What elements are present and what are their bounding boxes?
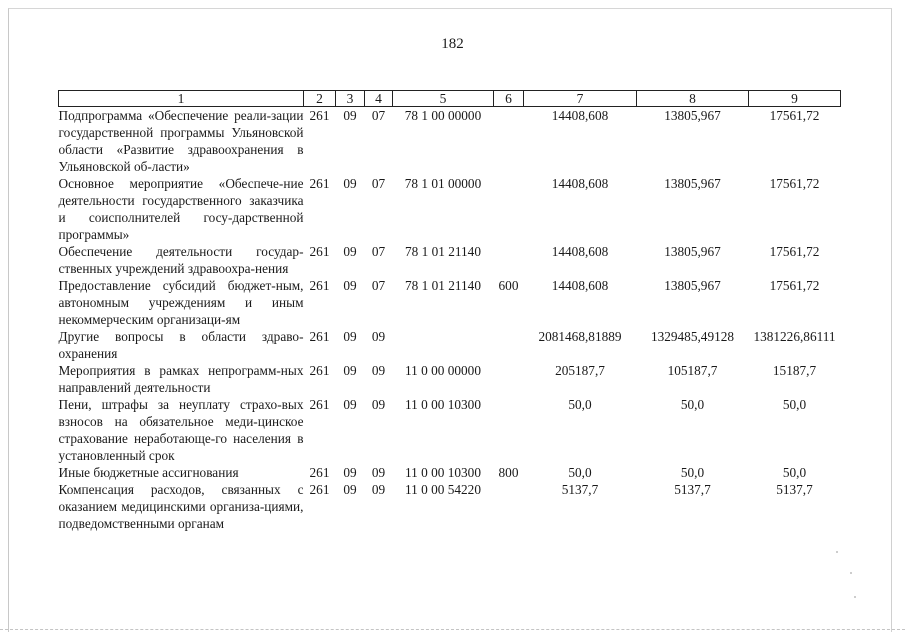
row-section-code: 09 (343, 397, 357, 412)
header-col-4: 4 (365, 91, 393, 107)
row-section-code: 09 (343, 329, 357, 344)
row-subsection-code: 07 (371, 176, 386, 191)
row-target-article: 11 0 00 10300 (405, 397, 481, 412)
header-row (59, 91, 841, 107)
row-amount-col-8: 105187,7 (667, 363, 718, 378)
row-section-code: 09 (343, 482, 357, 497)
header-col-8: 8 (637, 91, 749, 107)
table-row (59, 481, 841, 532)
scan-speck (854, 596, 856, 598)
row-target-article: 11 0 00 00000 (405, 363, 481, 378)
row-name: Иные бюджетные ассигнования (58, 465, 239, 480)
row-amount-col-8: 13805,967 (664, 108, 721, 123)
row-amount-col-7: 50,0 (568, 397, 592, 412)
row-name: Подпрограмма «Обеспечение реали-зации государственной программы Ульяновской области «Развитие здравоохранения в Ульяновской об-ласти» (58, 108, 304, 174)
budget-table (58, 90, 841, 532)
row-section-code: 09 (343, 108, 357, 123)
row-section-code: 09 (343, 363, 357, 378)
row-expense-type: 600 (498, 278, 519, 293)
row-amount-col-8: 1329485,49128 (650, 329, 735, 344)
row-name: Пени, штрафы за неуплату страхо-вых взносов на обязательное меди-цинское страхование неработающе-го населения в установленный срок (58, 397, 304, 463)
row-target-article: 78 1 01 21140 (405, 244, 481, 259)
row-amount-col-7: 5137,7 (561, 482, 599, 497)
row-subsection-code: 09 (371, 363, 386, 378)
row-target-article (393, 328, 494, 362)
row-section-code: 09 (343, 465, 357, 480)
row-expense-type (494, 362, 524, 396)
row-amount-col-8: 13805,967 (664, 278, 721, 293)
table-row (59, 464, 841, 481)
row-subsection-code: 07 (371, 244, 386, 259)
row-amount-col-8: 5137,7 (674, 482, 711, 497)
row-name: Основное мероприятие «Обеспече-ние деятельности государственного заказчика и соисполнителей госу-дарственной программы» (58, 176, 304, 242)
row-target-article: 78 1 01 00000 (404, 176, 482, 191)
row-amount-col-7: 14408,608 (551, 244, 609, 259)
table-row (59, 243, 841, 277)
row-ministry-code: 261 (309, 329, 330, 344)
header-col-1: 1 (59, 91, 304, 107)
row-target-article: 11 0 00 54220 (405, 482, 481, 497)
row-target-article: 78 1 00 00000 (404, 108, 482, 123)
table-row (59, 277, 841, 328)
row-amount-col-8: 13805,967 (664, 244, 721, 259)
row-amount-col-9: 17561,72 (769, 108, 820, 123)
row-section-code: 09 (343, 244, 357, 259)
row-section-code: 09 (343, 176, 357, 191)
row-subsection-code: 07 (371, 278, 386, 293)
row-expense-type: 800 (498, 465, 519, 480)
header-col-9: 9 (749, 91, 841, 107)
header-col-2: 2 (304, 91, 336, 107)
header-col-6: 6 (494, 91, 524, 107)
row-target-article: 78 1 01 21140 (405, 278, 481, 293)
scan-speck (836, 551, 838, 553)
row-amount-col-9: 50,0 (782, 465, 807, 480)
row-amount-col-9: 17561,72 (769, 278, 820, 293)
header-col-3: 3 (336, 91, 365, 107)
row-target-article: 11 0 00 10300 (405, 465, 481, 480)
row-amount-col-8: 50,0 (680, 465, 705, 480)
table-row (59, 175, 841, 243)
row-ministry-code: 261 (309, 482, 330, 497)
table-header (59, 91, 841, 107)
row-ministry-code: 261 (309, 176, 330, 191)
row-subsection-code: 09 (371, 465, 386, 480)
row-expense-type (494, 328, 524, 362)
header-col-5: 5 (393, 91, 494, 107)
row-subsection-code: 09 (371, 329, 386, 344)
row-amount-col-9: 17561,72 (769, 176, 820, 191)
row-ministry-code: 261 (309, 363, 330, 378)
table-row (59, 362, 841, 396)
row-amount-col-7: 205187,7 (555, 363, 605, 378)
row-amount-col-9: 50,0 (782, 397, 807, 412)
row-name: Обеспечение деятельности государ-ственных учреждений здравоохра-нения (58, 244, 304, 276)
row-amount-col-9: 5137,7 (776, 482, 813, 497)
row-section-code: 09 (343, 278, 357, 293)
row-amount-col-9: 15187,7 (772, 363, 817, 378)
row-expense-type (494, 243, 524, 277)
row-ministry-code: 261 (309, 278, 330, 293)
row-amount-col-9: 17561,72 (769, 244, 820, 259)
row-amount-col-8: 50,0 (680, 397, 705, 412)
row-amount-col-8: 13805,967 (664, 176, 721, 191)
row-ministry-code: 261 (309, 244, 330, 259)
row-subsection-code: 07 (371, 108, 386, 123)
table-row (59, 396, 841, 464)
scan-bottom-edge (0, 629, 905, 632)
row-subsection-code: 09 (371, 482, 386, 497)
row-ministry-code: 261 (309, 397, 330, 412)
row-expense-type (494, 481, 524, 532)
row-name: Компенсация расходов, связанных с оказанием медицинскими организа-циями, подведомственными органам (58, 482, 304, 531)
header-col-7: 7 (524, 91, 637, 107)
row-amount-col-7: 2081468,81889 (538, 329, 622, 344)
page-number: 182 (441, 36, 464, 52)
row-ministry-code: 261 (309, 465, 330, 480)
row-amount-col-7: 14408,608 (551, 278, 609, 293)
row-amount-col-7: 50,0 (568, 465, 592, 480)
row-expense-type (494, 175, 524, 243)
row-amount-col-7: 14408,608 (551, 108, 609, 123)
row-ministry-code: 261 (309, 108, 330, 123)
scan-speck (850, 572, 852, 574)
row-subsection-code: 09 (371, 397, 386, 412)
table-row (59, 328, 841, 362)
row-name: Предоставление субсидий бюджет-ным, автономным учреждениям и иным некоммерческим организаци-ям (58, 278, 304, 327)
table-body (59, 107, 841, 533)
row-name: Мероприятия в рамках непрограмм-ных направлений деятельности (58, 363, 304, 395)
row-name: Другие вопросы в области здраво-охранения (58, 329, 304, 361)
row-amount-col-9: 1381226,86111 (753, 329, 836, 344)
row-expense-type (494, 396, 524, 464)
row-expense-type (494, 107, 524, 176)
table-row (59, 107, 841, 176)
row-amount-col-7: 14408,608 (551, 176, 609, 191)
